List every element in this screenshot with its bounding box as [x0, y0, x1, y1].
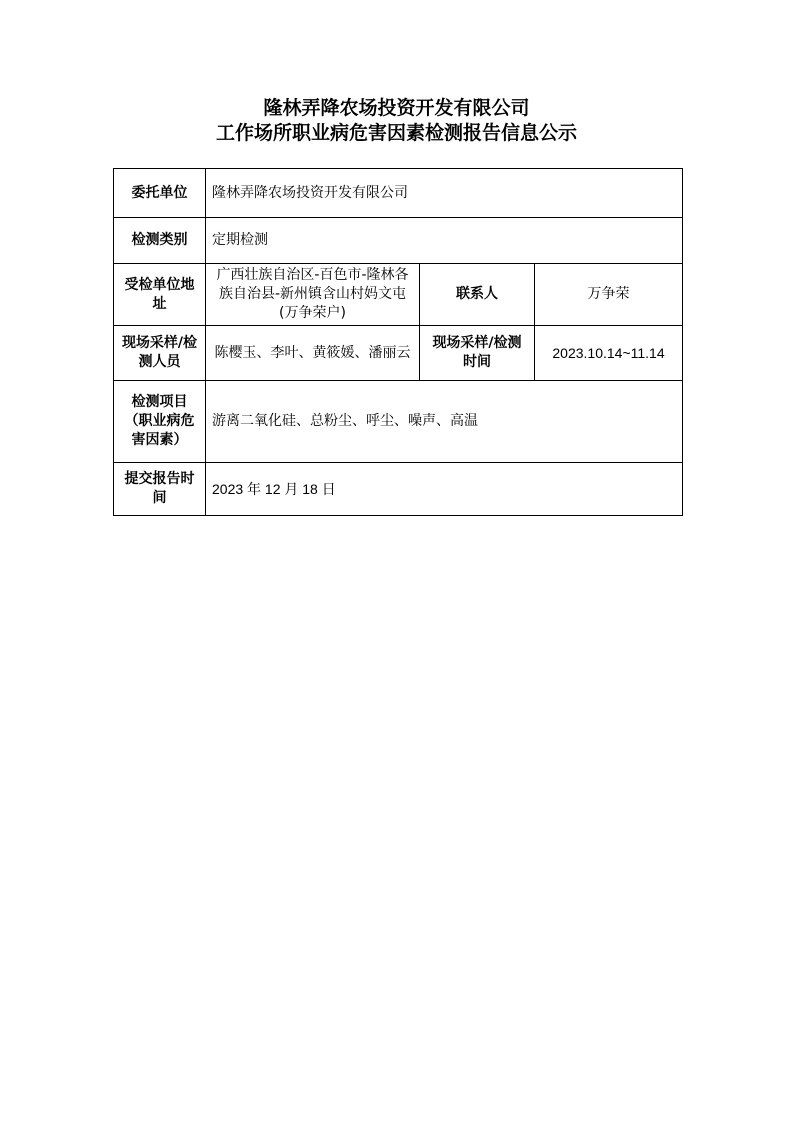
contact-label: 联系人 — [420, 264, 535, 326]
time-value: 2023.10.14~11.14 — [535, 326, 683, 381]
address-label: 受检单位地址 — [114, 264, 206, 326]
row-staff — [114, 326, 683, 381]
row-client — [114, 169, 683, 218]
staff-label: 现场采样/检测人员 — [114, 326, 206, 381]
submit-label: 提交报告时间 — [114, 463, 206, 516]
row-category — [114, 218, 683, 264]
row-items — [114, 381, 683, 463]
contact-value: 万争荣 — [535, 264, 683, 326]
row-submit — [114, 463, 683, 516]
report-title: 工作场所职业病危害因素检测报告信息公示 — [215, 122, 577, 144]
row-address — [114, 264, 683, 326]
category-value: 定期检测 — [206, 218, 683, 264]
client-label: 委托单位 — [114, 169, 206, 218]
category-label: 检测类别 — [114, 218, 206, 264]
submit-value: 2023 年 12 月 18 日 — [206, 463, 683, 516]
staff-value: 陈樱玉、李叶、黄筱媛、潘丽云 — [206, 326, 420, 381]
time-label: 现场采样/检测时间 — [420, 326, 535, 381]
company-title: 隆林弄降农场投资开发有限公司 — [263, 97, 530, 119]
address-value: 广西壮族自治区-百色市-隆林各族自治县-新州镇含山村妈文屯(万争荣户) — [206, 264, 420, 326]
items-value: 游离二氧化硅、总粉尘、呼尘、噪声、高温 — [206, 381, 683, 463]
items-label: 检测项目（职业病危害因素） — [114, 381, 206, 463]
info-table — [113, 168, 683, 516]
client-value: 隆林弄降农场投资开发有限公司 — [206, 169, 683, 218]
